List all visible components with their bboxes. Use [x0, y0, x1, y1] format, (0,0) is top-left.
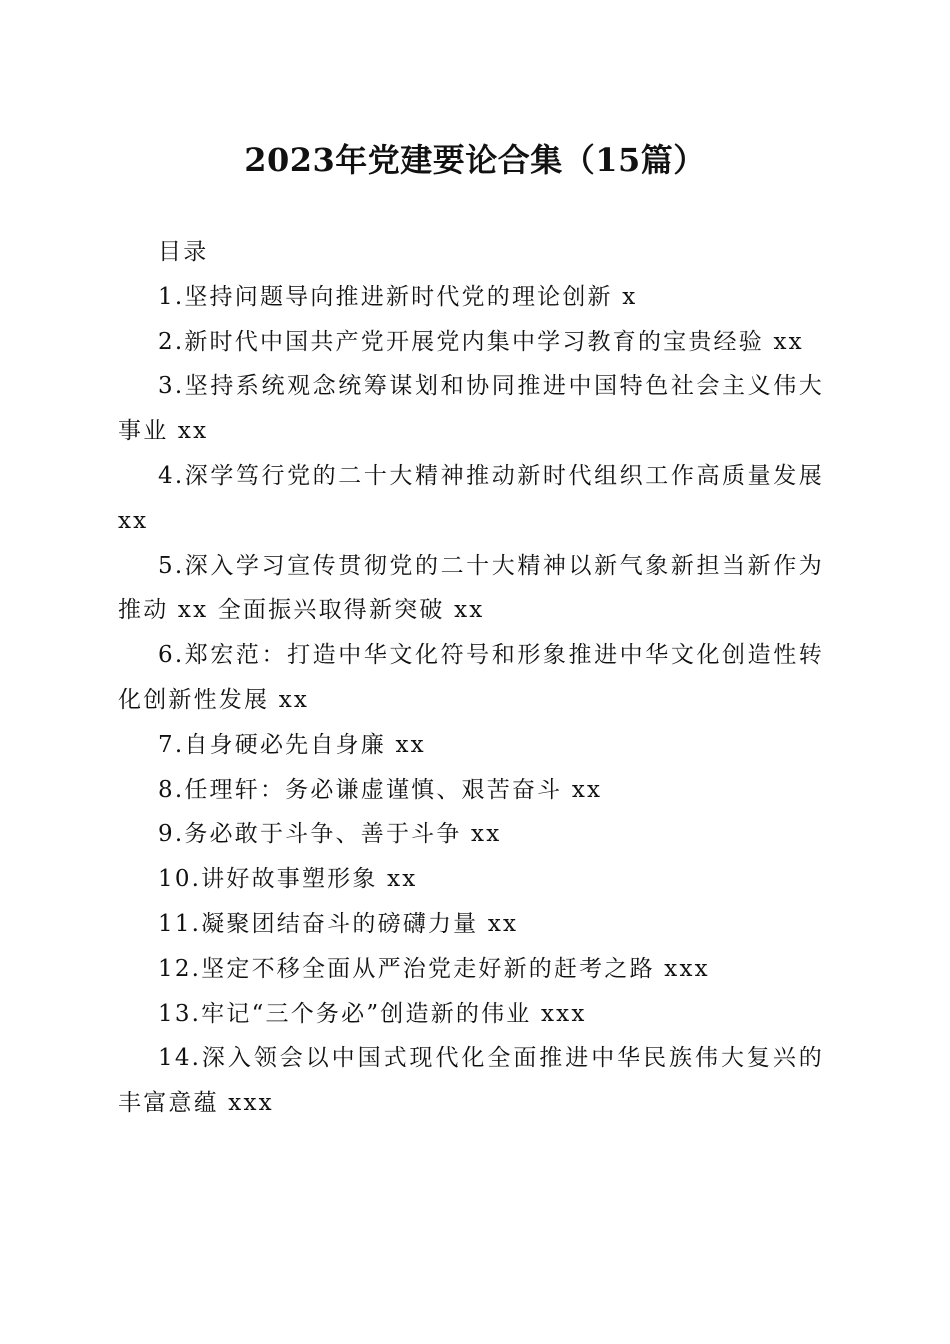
document-title: 2023年党建要论合集（15篇） [244, 141, 706, 179]
toc-item: 7.自身硬必先自身廉 xx [158, 731, 426, 758]
toc-item: 11.凝聚团结奋斗的磅礴力量 xx [158, 910, 519, 937]
toc-item: 4.深学笃行党的二十大精神推动新时代组织工作高质量发展 xx [118, 462, 824, 534]
toc-item: 6.郑宏范：打造中华文化符号和形象推进中华文化创造性转化创新性发展 xx [118, 642, 824, 713]
toc-item: 2.新时代中国共产党开展党内集中学习教育的宝贵经验 xx [158, 328, 804, 355]
toc-item: 13.牢记“三个务必”创造新的伟业 xxx [158, 1000, 587, 1027]
toc-item: 12.坚定不移全面从严治党走好新的赶考之路 xxx [158, 955, 710, 982]
toc-item: 3.坚持系统观念统筹谋划和协同推进中国特色社会主义伟大事业 xx [118, 373, 824, 445]
table-of-contents [118, 230, 824, 1126]
toc-item: 8.任理轩：务必谦虚谨慎、艰苦奋斗 xx [158, 776, 603, 803]
toc-heading: 目录 [158, 239, 209, 265]
toc-list [118, 275, 824, 1126]
toc-item: 14.深入领会以中国式现代化全面推进中华民族伟大复兴的丰富意蕴 xxx [118, 1045, 824, 1117]
toc-item: 5.深入学习宣传贯彻党的二十大精神以新气象新担当新作为推动 xx 全面振兴取得新突破 xx [118, 552, 824, 624]
toc-item: 9.务必敢于斗争、善于斗争 xx [158, 821, 502, 848]
toc-item: 1.坚持问题导向推进新时代党的理论创新 x [158, 283, 638, 310]
toc-item: 10.讲好故事塑形象 xx [158, 866, 418, 893]
